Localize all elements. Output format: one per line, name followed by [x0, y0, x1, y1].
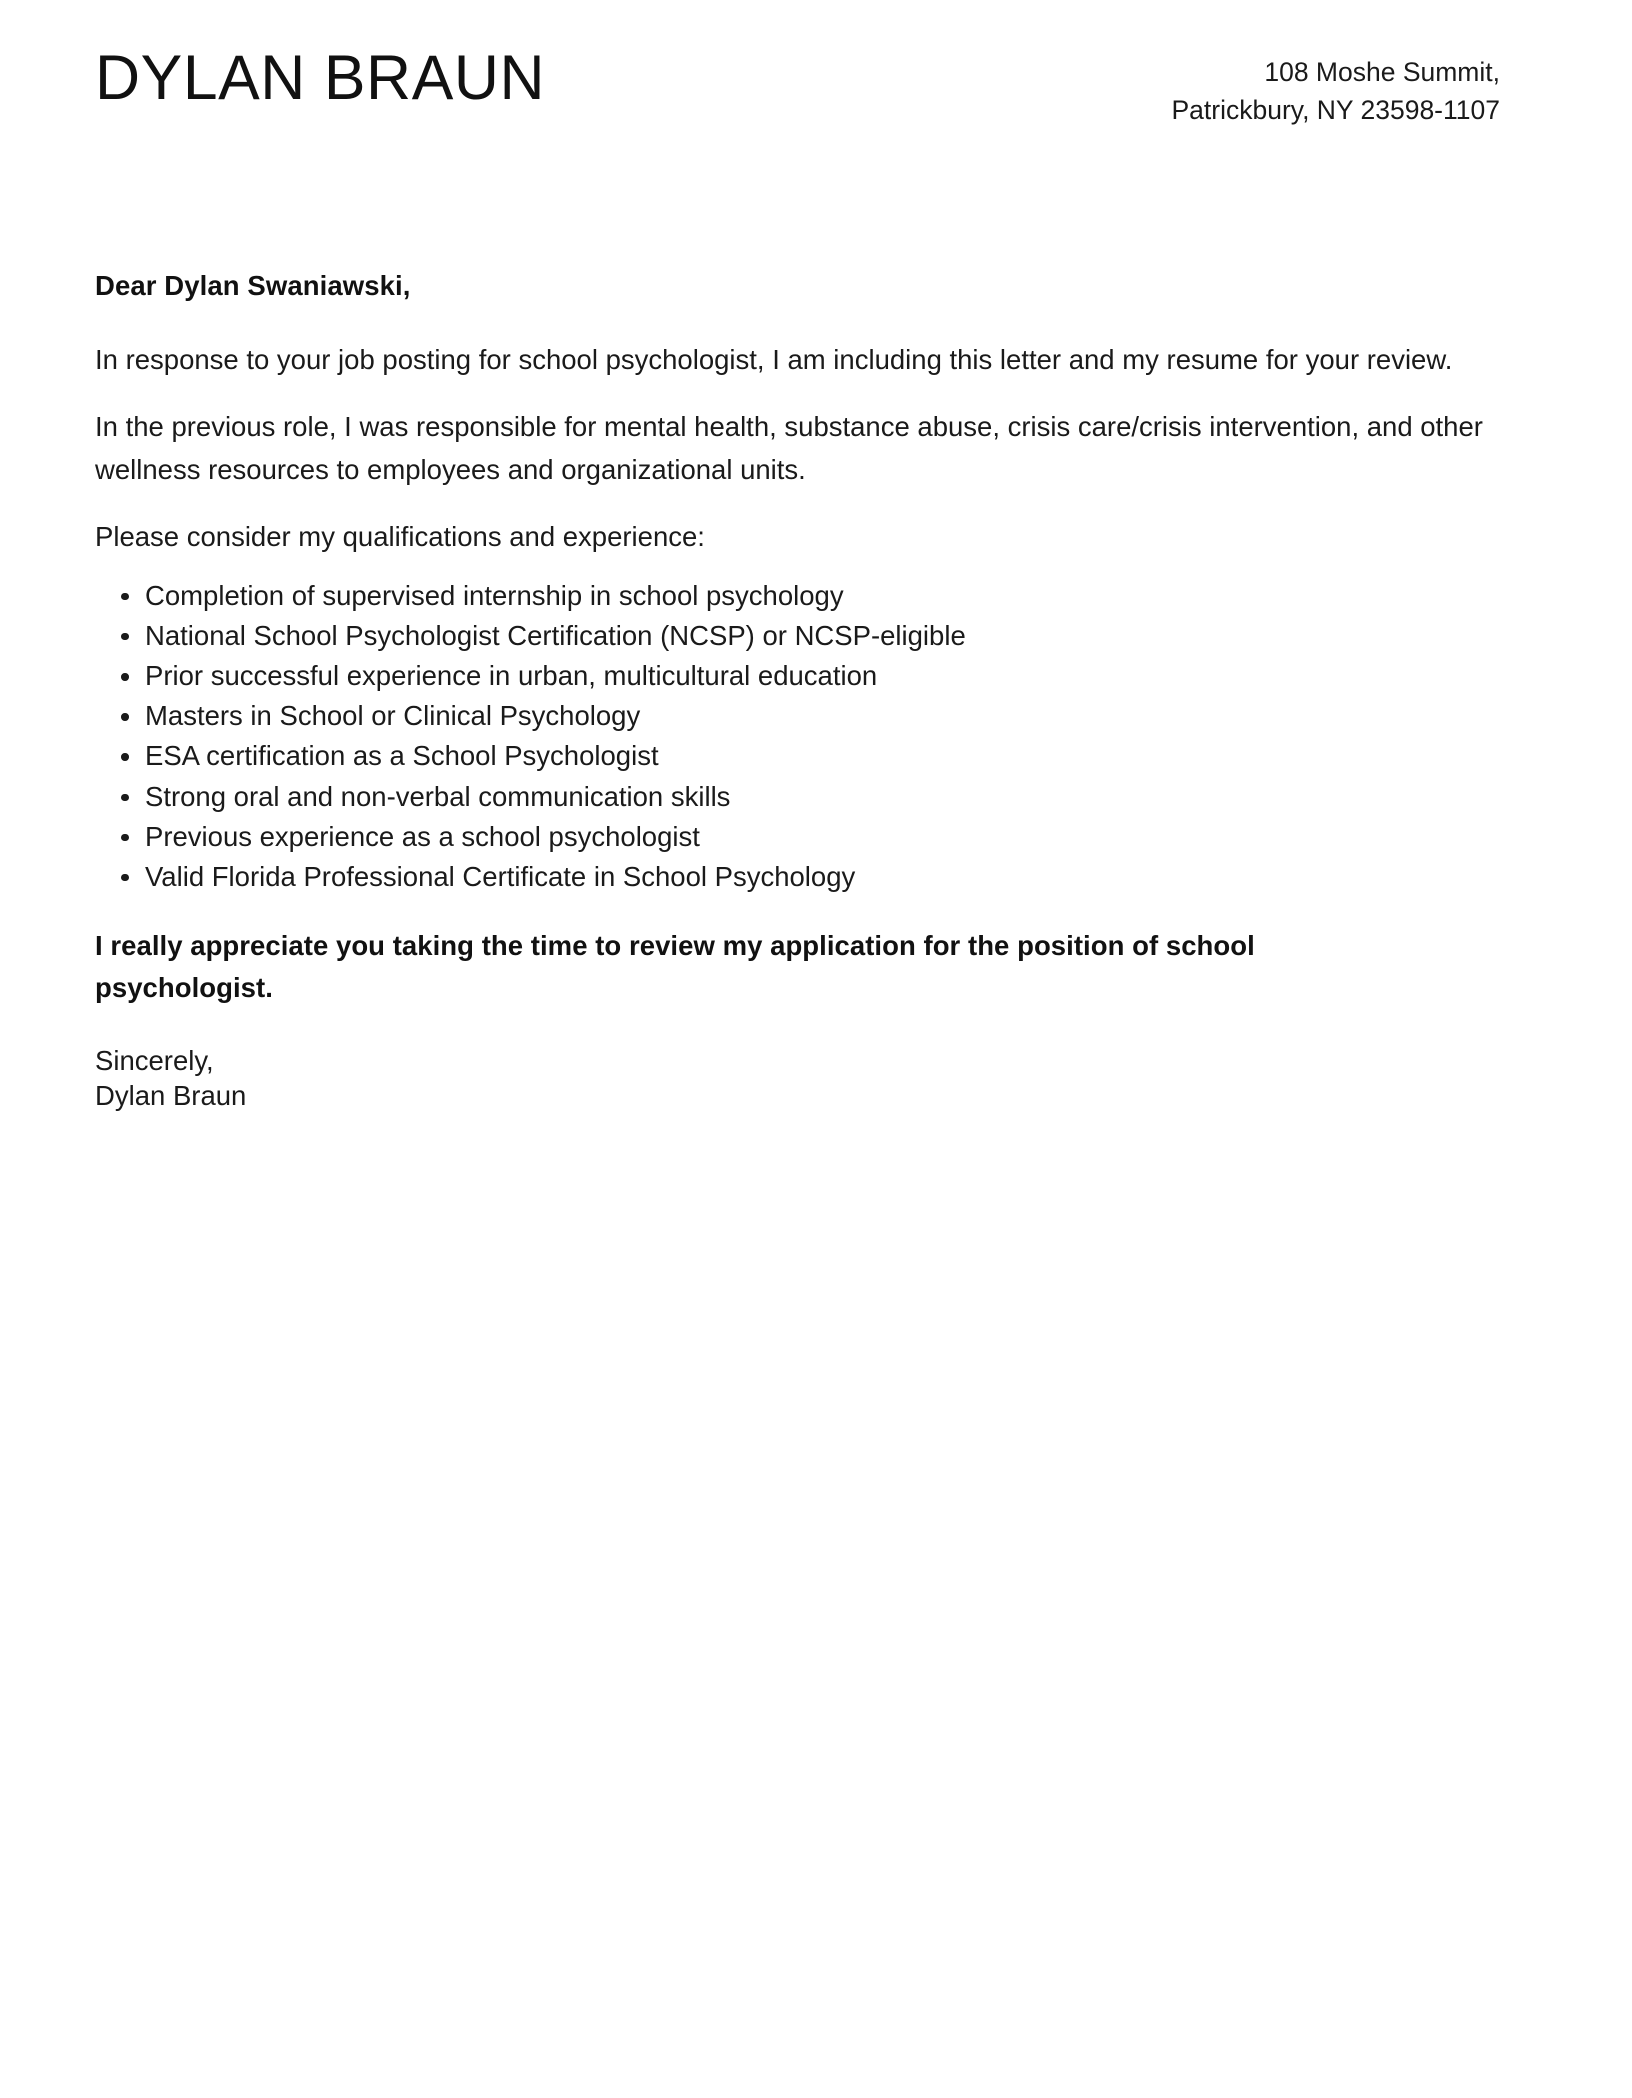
list-item: Completion of supervised internship in school psychology	[95, 576, 1503, 616]
list-item: Previous experience as a school psychologist	[95, 817, 1503, 857]
letter-header	[95, 44, 1500, 129]
address-city-state-zip-line: Patrickbury, NY 23598-1107	[1171, 94, 1500, 125]
list-item: Valid Florida Professional Certificate in School Psychology	[95, 857, 1503, 897]
address-street-line: 108 Moshe Summit,	[1264, 57, 1500, 87]
list-item: National School Psychologist Certification (NCSP) or NCSP-eligible	[95, 616, 1503, 656]
body-paragraph-2: In the previous role, I was responsible for mental health, substance abuse, crisis care/crisis intervention, and other wellness resources to employees and organizational units.	[95, 411, 1483, 486]
list-item: Masters in School or Clinical Psychology	[95, 696, 1503, 736]
letter-body	[95, 265, 1503, 1113]
salutation: Dear Dylan Swaniawski,	[95, 270, 411, 301]
closing-statement: I really appreciate you taking the time to review my application for the position of school psychologist.	[95, 929, 1255, 1003]
list-item: ESA certification as a School Psychologist	[95, 736, 1503, 776]
signature-block	[95, 1043, 1503, 1113]
sender-address-block	[1172, 44, 1501, 129]
qualifications-list	[95, 576, 1503, 897]
page-title: DYLAN BRAUN	[95, 43, 546, 113]
list-item: Prior successful experience in urban, multicultural education	[95, 656, 1503, 696]
sign-off: Sincerely,	[95, 1044, 214, 1076]
signature-name: Dylan Braun	[95, 1079, 247, 1111]
list-item: Strong oral and non-verbal communication skills	[95, 777, 1503, 817]
qualifications-lead-in: Please consider my qualifications and experience:	[95, 520, 705, 552]
body-paragraph-1: In response to your job posting for school psychologist, I am including this letter and my resume for your review.	[95, 344, 1453, 376]
